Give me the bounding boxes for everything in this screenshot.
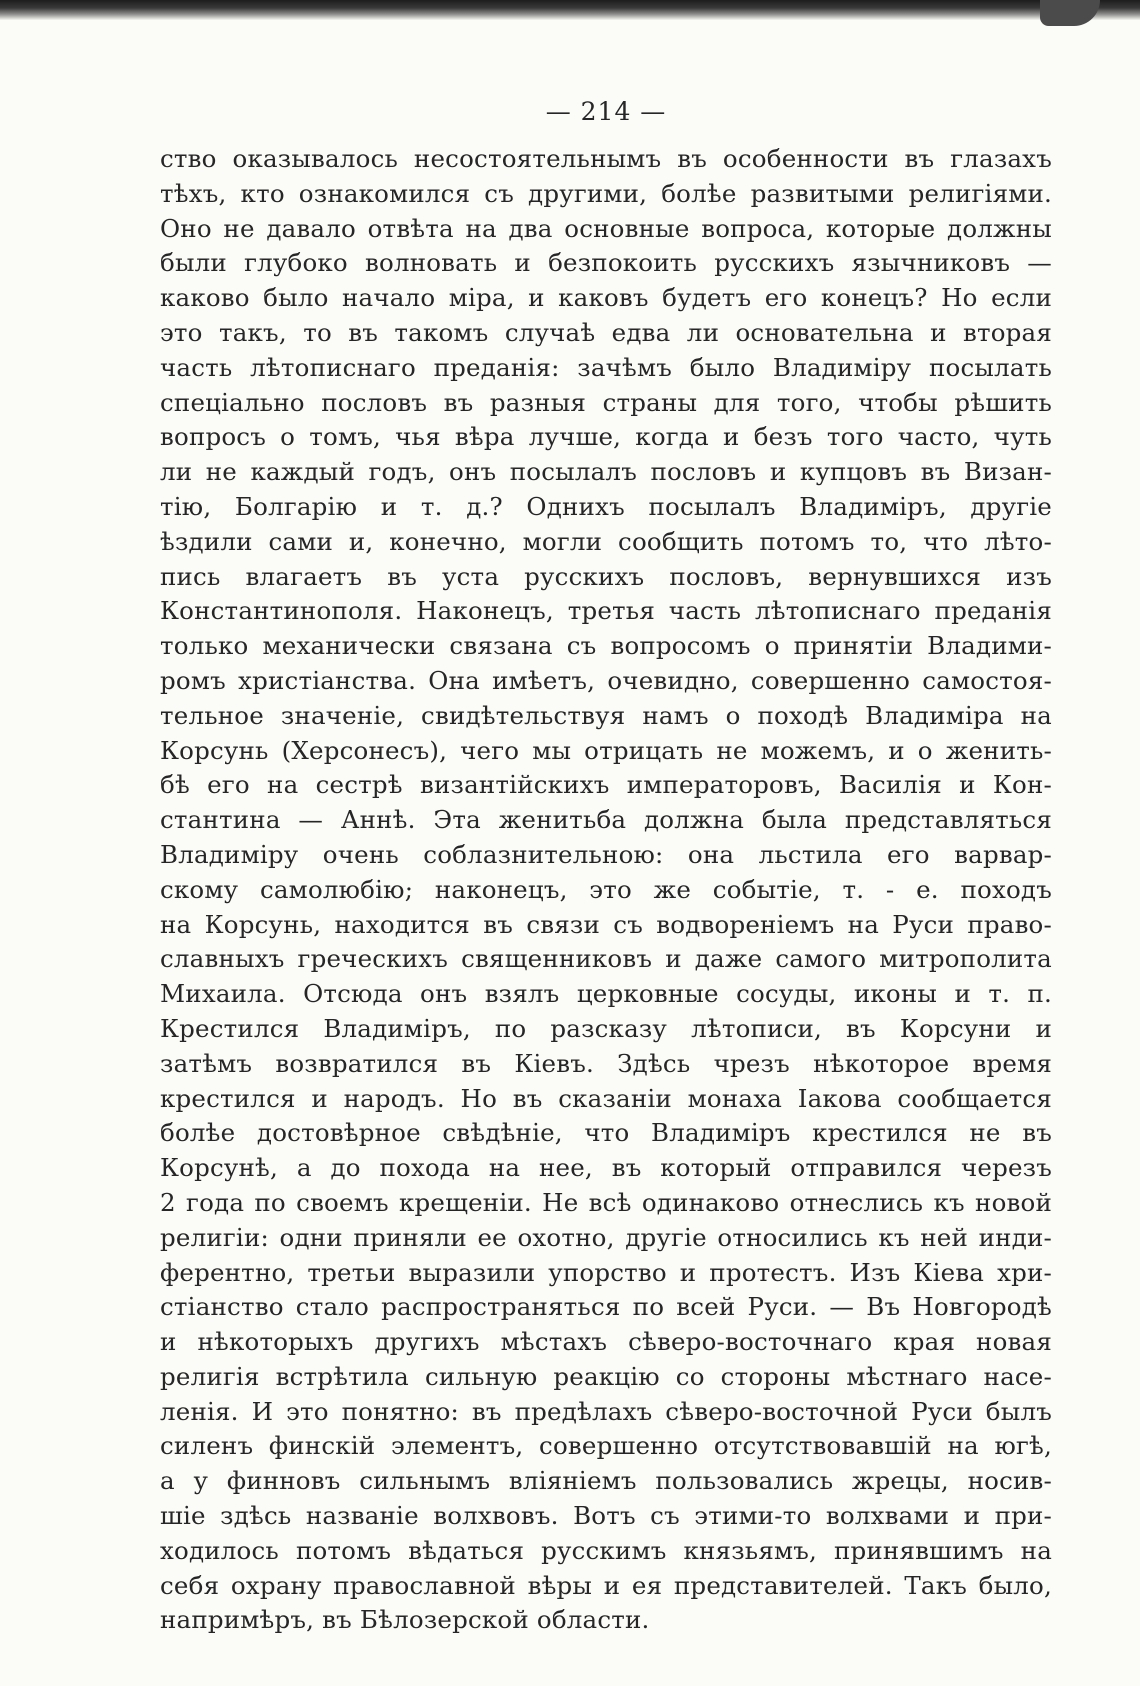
text-line: ѣздили сами и, конечно, могли сообщить потомъ то, что лѣто- <box>160 526 1052 556</box>
page-number: — 214 — <box>545 97 667 126</box>
text-line: себя охрану православной вѣры и ея представителей. Такъ было, <box>160 1570 1052 1600</box>
text-line: Корсунѣ, а до похода на нее, въ который отправился черезъ <box>160 1153 1052 1183</box>
page-body-text <box>160 142 1052 1638</box>
text-line: ферентно, третьи выразили упорство и протестъ. Изъ Кіева хри- <box>160 1257 1052 1287</box>
text-line: стантина — Аннѣ. Эта женитьба должна была представляться <box>160 805 1052 835</box>
text-line: религіи: одни приняли ее охотно, другіе относились къ ней инди- <box>160 1222 1052 1252</box>
text-line-last: напримѣръ, въ Бѣлозерской области. <box>160 1605 650 1635</box>
text-line: ходилось потомъ вѣдаться русскимъ князьямъ, принявшимъ на <box>160 1535 1052 1565</box>
text-line: Крестился Владиміръ, по разсказу лѣтописи, въ Корсуни и <box>160 1013 1052 1043</box>
text-line: спеціально пословъ въ разныя страны для того, чтобы рѣшить <box>160 387 1052 417</box>
text-line: это такъ, то въ такомъ случаѣ едва ли основательна и вторая <box>160 317 1052 347</box>
text-line: Михаила. Отсюда онъ взялъ церковные сосуды, иконы и т. п. <box>160 979 1052 1009</box>
text-line: Оно не давало отвѣта на два основные вопроса, которые должны <box>160 213 1052 243</box>
text-line: бѣ его на сестрѣ византійскихъ императоровъ, Василія и Кон- <box>160 770 1052 800</box>
text-line: славныхъ греческихъ священниковъ и даже самого митрополита <box>160 944 1052 974</box>
text-line: затѣмъ возвратился въ Кіевъ. Здѣсь чрезъ нѣкоторое время <box>160 1048 1052 1078</box>
text-line: каково было начало міра, и каковъ будетъ его конецъ? Но если <box>160 283 1052 313</box>
text-line: крестился и народъ. Но въ сказаніи монаха Іакова сообщается <box>160 1083 1052 1113</box>
text-line: только механически связана съ вопросомъ о принятіи Владими- <box>160 631 1052 661</box>
text-line: пись влагаетъ въ уста русскихъ пословъ, вернувшихся изъ <box>160 561 1052 591</box>
scan-edge-smudge <box>1040 0 1100 26</box>
text-line: на Корсунь, находится въ связи съ водвореніемъ на Руси право- <box>160 909 1052 939</box>
text-line: скому самолюбію; наконецъ, это же событіе, т. - е. походъ <box>160 874 1052 904</box>
text-line: 2 года по своемъ крещеніи. Не всѣ одинаково отнеслись къ новой <box>160 1187 1052 1217</box>
text-line: вопросъ о томъ, чья вѣра лучше, когда и безъ того часто, чуть <box>160 422 1052 452</box>
text-line: а у финновъ сильнымъ вліяніемъ пользовались жрецы, носив- <box>160 1466 1052 1496</box>
text-line: Корсунь (Херсонесъ), чего мы отрицать не можемъ, и о женить- <box>160 735 1052 765</box>
text-line: часть лѣтописнаго преданія: зачѣмъ было Владиміру посылать <box>160 352 1052 382</box>
text-line: болѣе достовѣрное свѣдѣніе, что Владиміръ крестился не въ <box>160 1118 1052 1148</box>
text-line: и нѣкоторыхъ другихъ мѣстахъ сѣверо-восточнаго края новая <box>160 1327 1052 1357</box>
text-line: ли не каждый годъ, онъ посылалъ пословъ и купцовъ въ Визан- <box>160 457 1052 487</box>
text-line: Владиміру очень соблазнительною: она льстила его варвар- <box>160 839 1052 869</box>
text-line: ленія. И это понятно: въ предѣлахъ сѣверо-восточной Руси былъ <box>160 1396 1052 1426</box>
text-line: тельное значеніе, свидѣтельствуя намъ о походѣ Владиміра на <box>160 700 1052 730</box>
text-line: были глубоко волновать и безпокоить русскихъ язычниковъ — <box>160 248 1052 278</box>
text-line: силенъ финскій элементъ, совершенно отсутствовавшій на югѣ, <box>160 1431 1052 1461</box>
text-line: ромъ христіанства. Она имѣетъ, очевидно, совершенно самостоя- <box>160 665 1052 695</box>
text-line: религія встрѣтила сильную реакцію со стороны мѣстнаго насе- <box>160 1361 1052 1391</box>
text-line: стіанство стало распространяться по всей Руси. — Въ Новгородѣ <box>160 1292 1052 1322</box>
text-line: шіе здѣсь названіе волхвовъ. Вотъ съ этими-то волхвами и при- <box>160 1501 1052 1531</box>
book-page <box>160 90 1052 1638</box>
text-line: Константинополя. Наконецъ, третья часть лѣтописнаго преданія <box>160 596 1052 626</box>
scan-top-edge <box>0 0 1140 20</box>
text-line: тѣхъ, кто ознакомился съ другими, болѣе развитыми религіями. <box>160 178 1052 208</box>
text-line: тію, Болгарію и т. д.? Однихъ посылалъ Владиміръ, другіе <box>160 491 1052 521</box>
text-line: ство оказывалось несостоятельнымъ въ особенности въ глазахъ <box>160 144 1052 173</box>
